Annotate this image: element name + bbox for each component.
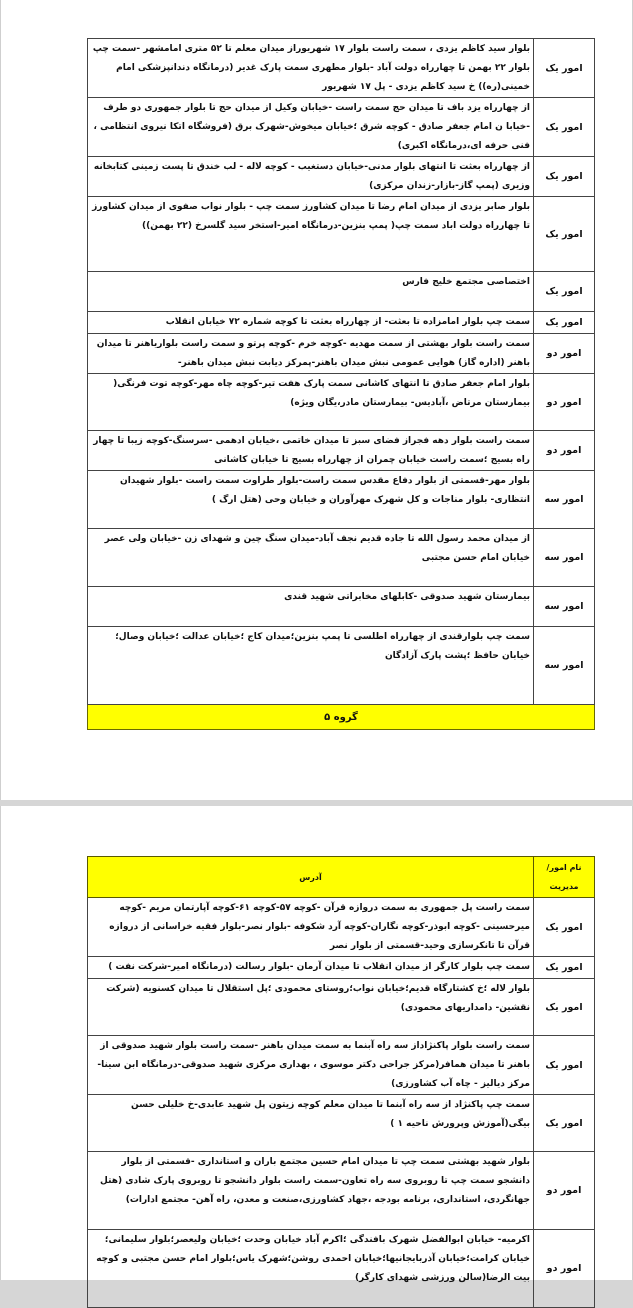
table-row [88,627,595,705]
table-row [88,1036,595,1095]
dept-cell: امور یک [534,957,595,979]
address-cell: بلوار شهید بهشتی سمت چپ تا میدان امام حسین مجتمع باران و استانداری -قسمتی از بلوار دانشجو سمت چپ تا روبروی سه راه تعاون-سمت راست بلوار دانشجو تا روبروی پارک شادی (هتل جهانگردی، استانداری، برنامه بودجه ،جهاد کشاورزی،صنعت و معدن، راه آهن- مجتمع ادارات) [88,1152,534,1230]
table-row [88,1230,595,1308]
table-row [88,334,595,374]
address-cell: اکرمیه- خیابان ابوالفضل شهرک بافندگی ؛اکرم آباد خیابان وحدت ؛خیابان ولیعصر؛بلوار سلیمانی؛ خیابان کرامت؛خیابان آذربایجانیها؛خیابان احمدی روشن؛شهرک یاس؛بلوار امام حسن مجتبی و کوچه بیت الرضا(سالن ورزشی شهدای کارگر) [88,1230,534,1308]
group-row [88,705,595,730]
table-row [88,529,595,587]
table-row [88,587,595,627]
table-header-row [88,857,595,898]
dept-cell: امور یک [534,312,595,334]
table-row [88,979,595,1036]
table-row [88,98,595,157]
dept-cell: امور یک [534,1095,595,1152]
table-row [88,157,595,197]
dept-cell: امور دو [534,1152,595,1230]
address-cell: از چهارراه یزد باف تا میدان حج سمت راست -خیابان وکیل از میدان حج تا بلوار جمهوری دو طرف -خیابا ن امام جعفر صادق - کوچه شرق ؛خیابان میخوش-شهرک برق (فروشگاه اتکا نیروی انتظامی ، فنی حرفه ای،درمانگاه اکبری) [88,98,534,157]
address-cell: بلوار صابر یزدی از میدان امام رضا تا میدان کشاورز سمت چپ - بلوار نواب صفوی از میدان کشاورز تا چهارراه دولت اباد سمت چپ( پمپ بنزین-درمانگاه امیر-استخر سید گلسرخ (۲۲ بهمن)) [88,197,534,272]
address-cell: بلوار امام جعفر صادق تا انتهای کاشانی سمت پارک هفت تیر-کوچه چاه مهر-کوچه توت فرنگی( بیمارستان مرتاض ،آبادیس- بیمارستان مادر،یگان ویژه) [88,374,534,431]
dept-cell: امور یک [534,1036,595,1095]
header-dept: نام امور/مدیریت [534,857,595,898]
address-cell: بیمارستان شهید صدوقی -کابلهای مخابراتی شهید قندی [88,587,534,627]
address-cell: از میدان محمد رسول الله تا جاده قدیم نجف آباد-میدان سنگ چین و شهدای زن -خیابان ولی عصر خیابان امام حسن مجتبی [88,529,534,587]
table-row [88,1152,595,1230]
dept-cell: امور دو [534,431,595,471]
table-row [88,431,595,471]
dept-cell: امور یک [534,197,595,272]
dept-cell: امور سه [534,471,595,529]
address-cell: سمت چپ بلوارقندی از چهارراه اطلسی تا پمپ بنزین؛میدان کاج ؛خیابان عدالت ؛خیابان وصال؛خیابان حافظ ؛پشت پارک آزادگان [88,627,534,705]
dept-cell: امور یک [534,898,595,957]
address-cell: اختصاصی مجتمع خلیج فارس [88,272,534,312]
table-row [88,471,595,529]
table-row [88,272,595,312]
address-cell: سمت راست بلوار پاکنژاداز سه راه آبنما به سمت میدان باهنر -سمت راست بلوار شهید صدوقی از باهنر تا میدان همافر(مرکز جراحی دکتر موسوی ، بهداری مرکزی شهید صدوقی-درمانگاه ابن سینا-مرکز دیالیز - چاه آب کشاورزی) [88,1036,534,1095]
dept-cell: امور سه [534,627,595,705]
dept-cell: امور یک [534,272,595,312]
address-cell: بلوار مهر-قسمتی از بلوار دفاع مقدس سمت راست-بلوار طراوت سمت راست -بلوار شهیدان انتظاری- بلوار مناجات و کل شهرک مهرآوران و خیابان وحی (هتل ارگ ) [88,471,534,529]
address-cell: بلوار لاله ؛خ کشتارگاه قدیم؛خیابان نواب؛روستای محمودی ؛پل استقلال تا میدان کسنویه (شرکت نقشین- دامداریهای محمودی) [88,979,534,1036]
dept-cell: امور دو [534,374,595,431]
address-cell: سمت راست بلوار دهه فجراز فضای سبز تا میدان خاتمی ،خیابان ادهمی -سرسنگ-کوچه زیبا تا چهار راه بسیج ؛سمت راست خیابان چمران از چهارراه بسیج تا خیابان کاشانی [88,431,534,471]
dept-cell: امور دو [534,334,595,374]
address-table-2 [87,856,595,1308]
address-cell: سمت چپ بلوار امامزاده تا بعثت- از چهارراه بعثت تا کوچه شماره ۷۲ خیابان انقلاب [88,312,534,334]
address-cell: سمت راست پل جمهوری به سمت دروازه قرآن -کوچه ۵۷-کوچه ۶۱-کوچه آپارتمان مریم -کوچه میرحسینی -کوچه ابوذر-کوچه نگاران-کوچه آرد شکوفه -بلوار نصر-بلوار فقیه خراسانی از دروازه قرآن تا تانکرسازی وحید-قسمتی از بلوار نصر [88,898,534,957]
dept-cell: امور یک [534,157,595,197]
table-row [88,197,595,272]
group-label: گروه ۵ [88,705,595,730]
dept-cell: امور سه [534,587,595,627]
address-cell: بلوار سید کاظم یزدی ، سمت راست بلوار ۱۷ شهریوراز میدان معلم تا ۵۲ متری امامشهر -سمت چپ بلوار ۲۲ بهمن تا چهارراه دولت آباد -بلوار مطهری سمت پارک غدیر (درمانگاه دندانپزشکی امام خمینی(ره)) خ سید کاظم یزدی - پل ۱۷ شهریور [88,39,534,98]
address-cell: از چهارراه بعثت تا انتهای بلوار مدنی-خیابان دستغیب - کوچه لاله - لب خندق تا پست زمینی کتابخانه وزیری (پمپ گاز-بازار-زندان مرکزی) [88,157,534,197]
dept-cell: امور دو [534,1230,595,1308]
table-row [88,39,595,98]
address-table-1 [87,38,595,730]
document-page-2 [0,806,633,1283]
table-row [88,898,595,957]
table-row [88,312,595,334]
header-address: آدرس [88,857,534,898]
dept-cell: امور یک [534,98,595,157]
address-cell: سمت چپ پاکنژاد از سه راه آبنما تا میدان معلم کوچه زیتون پل شهید عابدی-خ خلیلی حسن بیگی(آموزش وپرورش ناحیه ۱ ) [88,1095,534,1152]
table-row [88,374,595,431]
address-cell: سمت راست بلوار بهشتی از سمت مهدیه -کوچه خرم -کوچه پرتو و سمت راست بلواریاهنر تا میدان باهنر (اداره گاز) هوایی عمومی نبش میدان باهنر-پمرکز دیابت نبش میدان باهنر- [88,334,534,374]
table-row [88,957,595,979]
dept-cell: امور سه [534,529,595,587]
table-row [88,1095,595,1152]
address-cell: سمت چپ بلوار کارگر از میدان انقلاب تا میدان آرمان -بلوار رسالت (درمانگاه امیر-شرکت نفت ) [88,957,534,979]
dept-cell: امور یک [534,979,595,1036]
dept-cell: امور یک [534,39,595,98]
